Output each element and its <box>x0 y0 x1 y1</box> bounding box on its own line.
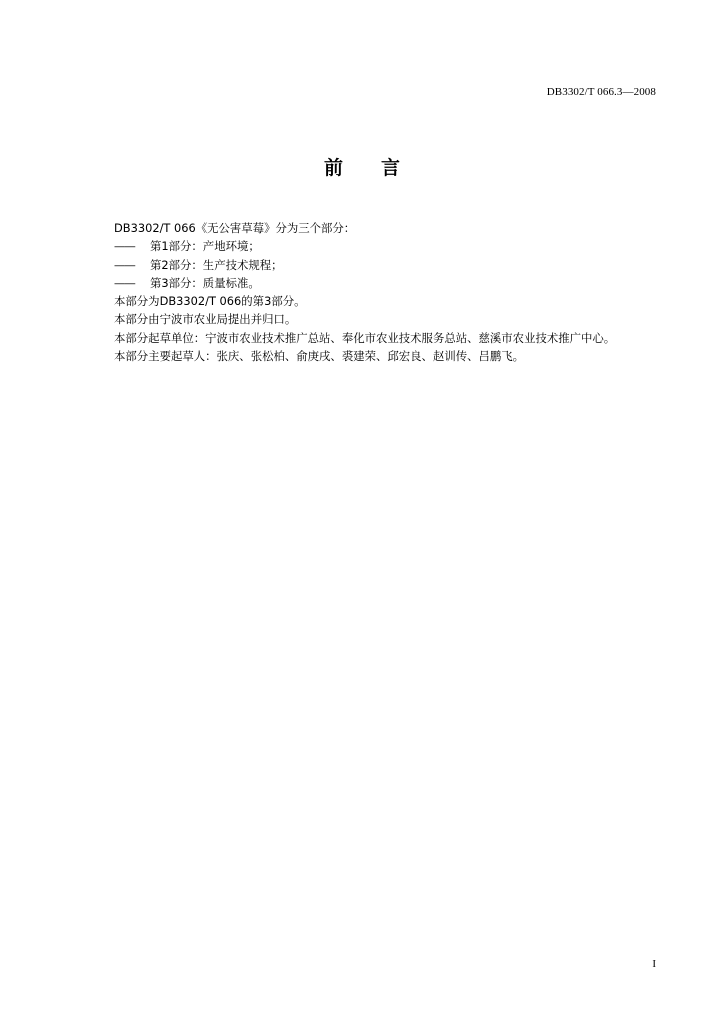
part-item-text: 第2部分：生产技术规程； <box>150 257 283 272</box>
foreword-body <box>114 219 674 365</box>
part-item-text: 第1部分：产地环境； <box>150 239 260 254</box>
list-dash: —— <box>114 275 135 290</box>
list-dash: —— <box>114 239 135 254</box>
part-item-text: 第3部分：质量标准。 <box>150 275 260 290</box>
drafting-units-line: 本部分起草单位：宁波市农业技术推广总站、奉化市农业技术服务总站、慈溪市农业技术推广中心。 <box>114 330 616 345</box>
intro-line: DB3302/T 066《无公害草莓》分为三个部分： <box>114 221 356 235</box>
part-list-item <box>114 256 674 274</box>
part-list-item <box>114 274 674 292</box>
this-part-line: 本部分为DB3302/T 066的第3部分。 <box>114 294 306 309</box>
list-dash: —— <box>114 257 135 272</box>
title-char-2: 言 <box>381 157 401 179</box>
title-char-1: 前 <box>323 157 343 179</box>
part-list-item <box>114 237 674 255</box>
page-title <box>0 153 724 180</box>
drafters-line: 本部分主要起草人：张庆、张松柏、俞庚戌、裘建荣、邱宏良、赵训传、吕鹏飞。 <box>114 349 525 364</box>
document-code: DB3302/T 066.3—2008 <box>546 86 656 98</box>
page-number: I <box>652 958 656 970</box>
proposer-line: 本部分由宁波市农业局提出并归口。 <box>114 312 297 327</box>
